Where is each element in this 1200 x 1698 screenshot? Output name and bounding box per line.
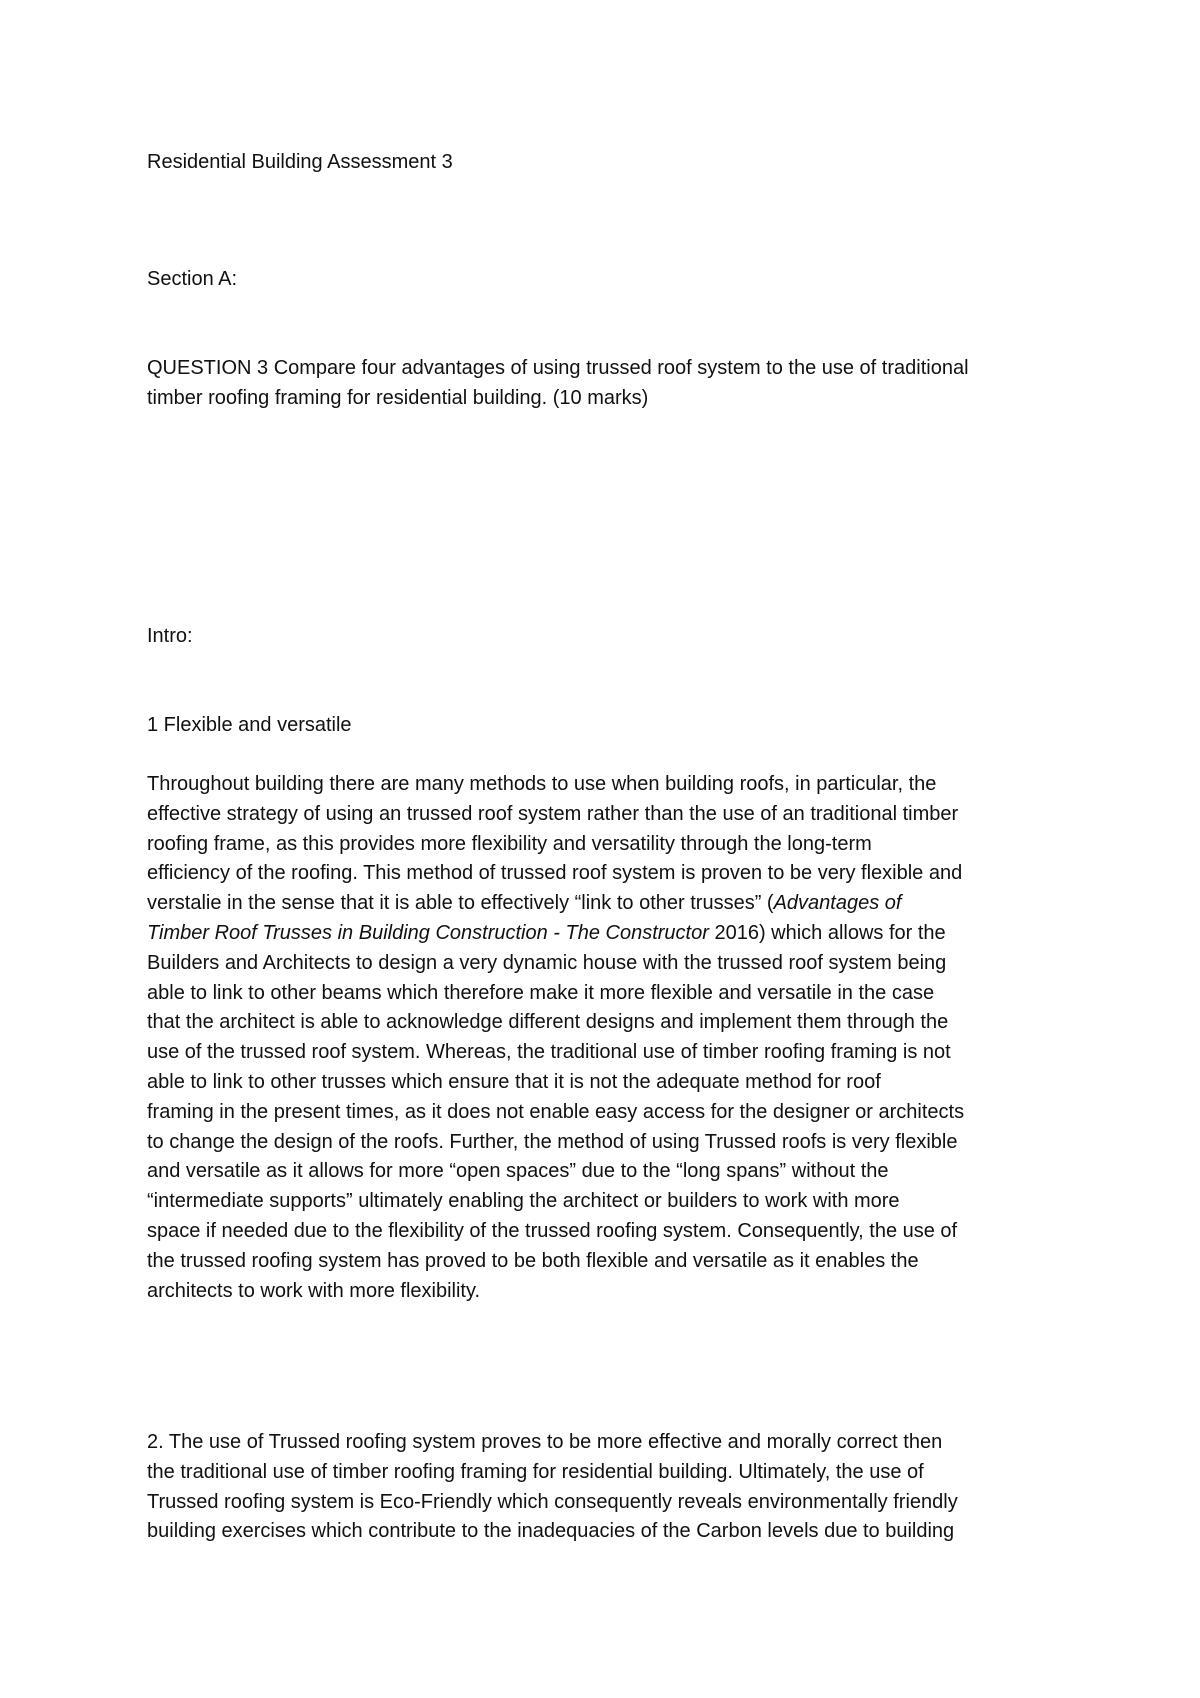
section-heading: Section A: [147,268,238,290]
question-text: QUESTION 3 Compare four advantages of using trussed roof system to the use of traditional timber roofing framing for residential building. (10 marks) [147,357,969,409]
citation-title: Advantages of [773,892,902,915]
point-1-heading: 1 Flexible and versatile [147,714,352,736]
point-1-paragraph: Throughout building there are many methods to use when building roofs, in particular, the effective strategy of using an trussed roof system rather than the use of an traditional timber roofing frame, as this provides more flexibility and versatility through the long-term efficiency of the roofing. This method of trussed roof system is proven to be very flexible and verstalie in the sense that it is able to effectively “link to other trusses” (Advantages of Timber Roof Trusses in Building Construction - The Constructor 2016) which allows for the Builders and Architects to design a very dynamic house with the trussed roof system being able to link to other beams which therefore make it more flexible and versatile in the case that the architect is able to acknowledge different designs and implement them through the use of the trussed roof system. Whereas, the traditional use of timber roofing framing is not able to link to other trusses which ensure that it is not the adequate method for roof framing in the present times, as it does not enable easy access for the designer or architects to change the design of the roofs. Further, the method of using Trussed roofs is very flexible and versatile as it allows for more “open spaces” due to the “long spans” without the “intermediate supports” ultimately enabling the architect or builders to work with more space if needed due to the flexibility of the trussed roofing system. Consequently, the use of the trussed roofing system has proved to be both flexible and versatile as it enables the architects to work with more flexibility. [147,773,965,1302]
document-title: Residential Building Assessment 3 [147,151,453,173]
intro-label: Intro: [147,625,193,647]
citation-title: Timber Roof Trusses in Building Construction - The Constructor [147,921,709,944]
point-2-paragraph: 2. The use of Trussed roofing system proves to be more effective and morally correct then the traditional use of timber roofing framing for residential building. Ultimately, the use of Trussed roofing system is Eco-Friendly which consequently reveals environmentally friendly building exercises which contribute to the inadequacies of the Carbon levels due to building [147,1431,958,1543]
